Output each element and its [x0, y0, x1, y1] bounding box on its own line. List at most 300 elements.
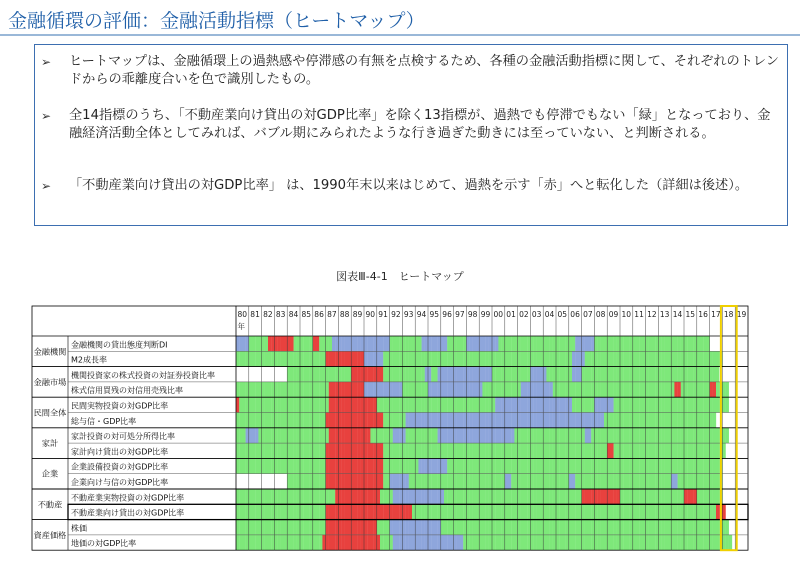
- heatmap-cell: [409, 535, 412, 550]
- heatmap-cell: [348, 504, 351, 519]
- heatmap-cell: [319, 520, 322, 535]
- heatmap-cell: [716, 474, 719, 489]
- heatmap-cell: [700, 397, 703, 412]
- heatmap-cell: [646, 474, 649, 489]
- heatmap-cell: [284, 535, 287, 550]
- heatmap-cell: [703, 397, 706, 412]
- heatmap-cell: [460, 474, 463, 489]
- heatmap-cell: [252, 336, 255, 351]
- heatmap-cell: [412, 474, 415, 489]
- heatmap-cell: [665, 443, 668, 458]
- heatmap-cell: [294, 458, 297, 473]
- heatmap-cell: [450, 535, 453, 550]
- heatmap-cell: [662, 336, 665, 351]
- heatmap-cell: [502, 382, 505, 397]
- group-label: 金融機関: [33, 346, 67, 357]
- heatmap-cell: [367, 428, 370, 443]
- heatmap-cell: [249, 336, 252, 351]
- heatmap-cell: [386, 520, 389, 535]
- heatmap-cell: [559, 336, 562, 351]
- group-label: 企業: [41, 468, 59, 479]
- heatmap-cell: [559, 413, 562, 428]
- heatmap-cell: [665, 351, 668, 366]
- heatmap-cell: [242, 535, 245, 550]
- heatmap-cell: [358, 428, 361, 443]
- heatmap-cell: [332, 382, 335, 397]
- heatmap-cell: [674, 428, 677, 443]
- heatmap-cell: [610, 535, 613, 550]
- heatmap-cell: [383, 443, 386, 458]
- heatmap-cell: [265, 351, 268, 366]
- heatmap-cell: [521, 397, 524, 412]
- heatmap-cell: [662, 413, 665, 428]
- heatmap-cell: [678, 382, 681, 397]
- heatmap-cell: [290, 382, 293, 397]
- heatmap-cell: [345, 382, 348, 397]
- heatmap-cell: [383, 351, 386, 366]
- heatmap-cell: [489, 428, 492, 443]
- heatmap-cell: [262, 351, 265, 366]
- heatmap-cell: [639, 351, 642, 366]
- heatmap-cell: [671, 397, 674, 412]
- heatmap-cell: [306, 428, 309, 443]
- heatmap-cell: [642, 474, 645, 489]
- heatmap-cell: [390, 520, 393, 535]
- heatmap-cell: [406, 489, 409, 504]
- heatmap-cell: [326, 520, 329, 535]
- heatmap-cell: [668, 351, 671, 366]
- heatmap-cell: [412, 413, 415, 428]
- heatmap-cell: [518, 397, 521, 412]
- heatmap-cell: [639, 397, 642, 412]
- heatmap-cell: [713, 443, 716, 458]
- heatmap-cell: [630, 535, 633, 550]
- heatmap-cell: [367, 336, 370, 351]
- heatmap-cell: [630, 520, 633, 535]
- heatmap-cell: [386, 397, 389, 412]
- heatmap-cell: [303, 382, 306, 397]
- heatmap-cell: [537, 397, 540, 412]
- heatmap-cell: [687, 382, 690, 397]
- heatmap-cell: [518, 351, 521, 366]
- heatmap-cell: [697, 520, 700, 535]
- heatmap-cell: [678, 474, 681, 489]
- heatmap-cell: [412, 504, 415, 519]
- heatmap-cell: [335, 351, 338, 366]
- heatmap-cell: [258, 336, 261, 351]
- heatmap-cell: [694, 474, 697, 489]
- year-tick-label: 94: [416, 310, 427, 319]
- heatmap-cell: [566, 397, 569, 412]
- heatmap-cell: [482, 336, 485, 351]
- heatmap-cell: [303, 413, 306, 428]
- heatmap-cell: [572, 458, 575, 473]
- heatmap-cell: [319, 367, 322, 382]
- heatmap-cell: [281, 367, 284, 382]
- heatmap-cell: [438, 336, 441, 351]
- heatmap-cell: [268, 397, 271, 412]
- heatmap-cell: [655, 520, 658, 535]
- heatmap-cell: [409, 504, 412, 519]
- heatmap-cell: [434, 443, 437, 458]
- heatmap-cell: [626, 413, 629, 428]
- heatmap-cell: [652, 336, 655, 351]
- heatmap-cell: [498, 428, 501, 443]
- heatmap-cell: [684, 367, 687, 382]
- heatmap-cell: [674, 474, 677, 489]
- heatmap-cell: [335, 336, 338, 351]
- heatmap-cell: [543, 474, 546, 489]
- heatmap-cell: [415, 504, 418, 519]
- heatmap-cell: [316, 351, 319, 366]
- heatmap-cell: [655, 351, 658, 366]
- heatmap-cell: [518, 367, 521, 382]
- heatmap-cell: [246, 351, 249, 366]
- heatmap-cell: [434, 535, 437, 550]
- heatmap-cell: [562, 520, 565, 535]
- group-label: 民間全体: [33, 407, 67, 418]
- heatmap-cell: [607, 382, 610, 397]
- year-tick-label: 80: [237, 310, 248, 319]
- heatmap-cell: [524, 535, 527, 550]
- heatmap-cell: [306, 535, 309, 550]
- year-tick-label: 81: [250, 310, 260, 319]
- heatmap-cell: [370, 520, 373, 535]
- heatmap-cell: [294, 474, 297, 489]
- heatmap-cell: [265, 382, 268, 397]
- heatmap-cell: [614, 504, 617, 519]
- heatmap-cell: [438, 458, 441, 473]
- heatmap-cell: [697, 351, 700, 366]
- heatmap-cell: [466, 489, 469, 504]
- heatmap-cell: [620, 474, 623, 489]
- heatmap-cell: [623, 443, 626, 458]
- heatmap-cell: [428, 428, 431, 443]
- heatmap-cell: [508, 535, 511, 550]
- heatmap-cell: [310, 367, 313, 382]
- heatmap-cell: [364, 413, 367, 428]
- heatmap-cell: [537, 367, 540, 382]
- heatmap-cell: [594, 458, 597, 473]
- heatmap-cell: [482, 520, 485, 535]
- heatmap-cell: [626, 504, 629, 519]
- heatmap-cell: [607, 367, 610, 382]
- heatmap-cell: [441, 535, 444, 550]
- heatmap-cell: [687, 351, 690, 366]
- heatmap-cell: [358, 535, 361, 550]
- heatmap-cell: [406, 520, 409, 535]
- heatmap-cell: [623, 428, 626, 443]
- heatmap-cell: [540, 428, 543, 443]
- heatmap-cell: [508, 520, 511, 535]
- heatmap-cell: [639, 504, 642, 519]
- heatmap-cell: [655, 443, 658, 458]
- heatmap-cell: [358, 474, 361, 489]
- heatmap-cell: [457, 428, 460, 443]
- heatmap-cell: [262, 336, 265, 351]
- heatmap-cell: [242, 520, 245, 535]
- heatmap-cell: [649, 458, 652, 473]
- heatmap-cell: [268, 443, 271, 458]
- heatmap-cell: [706, 367, 709, 382]
- heatmap-cell: [684, 443, 687, 458]
- heatmap-cell: [297, 458, 300, 473]
- heatmap-cell: [713, 458, 716, 473]
- year-tick-label: 82: [263, 310, 273, 319]
- heatmap-cell: [345, 443, 348, 458]
- heatmap-cell: [642, 413, 645, 428]
- heatmap-cell: [646, 351, 649, 366]
- heatmap-cell: [591, 336, 594, 351]
- heatmap-cell: [287, 397, 290, 412]
- heatmap-cell: [710, 443, 713, 458]
- heatmap-cell: [425, 520, 428, 535]
- heatmap-cell: [559, 397, 562, 412]
- heatmap-cell: [505, 489, 508, 504]
- heatmap-cell: [476, 336, 479, 351]
- heatmap-cell: [383, 397, 386, 412]
- heatmap-cell: [431, 351, 434, 366]
- heatmap-cell: [457, 351, 460, 366]
- heatmap-cell: [322, 458, 325, 473]
- heatmap-cell: [623, 520, 626, 535]
- heatmap-cell: [278, 504, 281, 519]
- heatmap-cell: [409, 382, 412, 397]
- heatmap-cell: [399, 382, 402, 397]
- heatmap-cell: [521, 428, 524, 443]
- heatmap-cell: [463, 382, 466, 397]
- heatmap-cell: [697, 413, 700, 428]
- heatmap-cell: [639, 428, 642, 443]
- heatmap-cell: [630, 367, 633, 382]
- heatmap-cell: [425, 413, 428, 428]
- heatmap-cell: [258, 367, 261, 382]
- heatmap-cell: [268, 520, 271, 535]
- heatmap-cell: [489, 336, 492, 351]
- heatmap-cell: [265, 458, 268, 473]
- bullet-arrow-icon: ➢: [41, 109, 52, 123]
- heatmap-cell: [668, 367, 671, 382]
- heatmap-cell: [502, 504, 505, 519]
- heatmap-cell: [274, 443, 277, 458]
- heatmap-cell: [521, 458, 524, 473]
- heatmap-cell: [623, 382, 626, 397]
- heatmap-cell: [444, 458, 447, 473]
- heatmap-cell: [412, 428, 415, 443]
- heatmap-cell: [466, 382, 469, 397]
- heatmap-cell: [319, 382, 322, 397]
- heatmap-cell: [447, 413, 450, 428]
- heatmap-cell: [322, 520, 325, 535]
- heatmap-cell: [444, 397, 447, 412]
- heatmap-cell: [329, 367, 332, 382]
- heatmap-cell: [546, 397, 549, 412]
- heatmap-cell: [646, 520, 649, 535]
- heatmap-cell: [498, 520, 501, 535]
- heatmap-cell: [338, 520, 341, 535]
- heatmap-cell: [655, 474, 658, 489]
- heatmap-cell: [284, 520, 287, 535]
- heatmap-cell: [290, 443, 293, 458]
- heatmap-cell: [383, 458, 386, 473]
- heatmap-cell: [633, 458, 636, 473]
- heatmap-cell: [662, 428, 665, 443]
- heatmap-cell: [268, 428, 271, 443]
- heatmap-cell: [588, 336, 591, 351]
- heatmap-cell: [265, 520, 268, 535]
- heatmap-cell: [342, 458, 345, 473]
- heatmap-cell: [268, 336, 271, 351]
- heatmap-cell: [271, 504, 274, 519]
- heatmap-cell: [703, 413, 706, 428]
- heatmap-cell: [476, 474, 479, 489]
- heatmap-cell: [505, 474, 508, 489]
- heatmap-cell: [447, 474, 450, 489]
- heatmap-cell: [489, 443, 492, 458]
- heatmap-cell: [690, 504, 693, 519]
- heatmap-cell: [326, 413, 329, 428]
- heatmap-cell: [530, 351, 533, 366]
- year-tick-label: 83: [275, 310, 286, 319]
- heatmap-cell: [591, 397, 594, 412]
- heatmap-cell: [386, 413, 389, 428]
- heatmap-cell: [524, 351, 527, 366]
- heatmap-cell: [550, 443, 553, 458]
- heatmap-cell: [454, 520, 457, 535]
- heatmap-cell: [239, 504, 242, 519]
- heatmap-cell: [271, 474, 274, 489]
- heatmap-cell: [492, 474, 495, 489]
- heatmap-cell: [438, 535, 441, 550]
- heatmap-cell: [706, 443, 709, 458]
- heatmap-cell: [726, 382, 729, 397]
- heatmap-cell: [406, 474, 409, 489]
- heatmap-cell: [415, 367, 418, 382]
- heatmap-cell: [479, 474, 482, 489]
- heatmap-cell: [463, 474, 466, 489]
- heatmap-cell: [534, 474, 537, 489]
- heatmap-cell: [409, 458, 412, 473]
- heatmap-cell: [313, 336, 316, 351]
- heatmap-cell: [514, 474, 517, 489]
- heatmap-cell: [495, 504, 498, 519]
- heatmap-cell: [351, 458, 354, 473]
- heatmap-cell: [655, 382, 658, 397]
- heatmap-cell: [642, 397, 645, 412]
- heatmap-cell: [604, 413, 607, 428]
- heatmap-cell: [428, 367, 431, 382]
- heatmap-cell: [713, 489, 716, 504]
- heatmap-cell: [418, 413, 421, 428]
- heatmap-cell: [514, 397, 517, 412]
- heatmap-cell: [329, 489, 332, 504]
- heatmap-cell: [687, 535, 690, 550]
- heatmap-cell: [562, 397, 565, 412]
- heatmap-cell: [540, 351, 543, 366]
- heatmap-cell: [303, 489, 306, 504]
- heatmap-cell: [367, 367, 370, 382]
- heatmap-cell: [620, 351, 623, 366]
- heatmap-cell: [380, 489, 383, 504]
- heatmap-cell: [700, 382, 703, 397]
- heatmap-cell: [377, 428, 380, 443]
- heatmap-cell: [626, 351, 629, 366]
- heatmap-cell: [486, 397, 489, 412]
- heatmap-cell: [470, 428, 473, 443]
- year-tick-label: 86: [314, 310, 324, 319]
- heatmap-cell: [338, 535, 341, 550]
- heatmap-cell: [610, 336, 613, 351]
- heatmap-cell: [524, 413, 527, 428]
- heatmap-cell: [294, 382, 297, 397]
- heatmap-cell: [466, 336, 469, 351]
- heatmap-cell: [297, 443, 300, 458]
- heatmap-cell: [482, 458, 485, 473]
- year-tick-label: 08: [595, 310, 606, 319]
- heatmap-cell: [508, 474, 511, 489]
- heatmap-cell: [486, 474, 489, 489]
- heatmap-cell: [662, 351, 665, 366]
- year-tick-label: 96: [442, 310, 452, 319]
- heatmap-cell: [559, 351, 562, 366]
- heatmap-cell: [626, 397, 629, 412]
- heatmap-cell: [610, 351, 613, 366]
- heatmap-cell: [409, 489, 412, 504]
- heatmap-cell: [492, 535, 495, 550]
- heatmap-cell: [527, 336, 530, 351]
- heatmap-cell: [265, 336, 268, 351]
- heatmap-cell: [585, 474, 588, 489]
- heatmap-cell: [281, 535, 284, 550]
- heatmap-cell: [412, 336, 415, 351]
- heatmap-cell: [700, 489, 703, 504]
- heatmap-cell: [527, 443, 530, 458]
- heatmap-cell: [671, 535, 674, 550]
- heatmap-cell: [374, 443, 377, 458]
- heatmap-cell: [598, 474, 601, 489]
- heatmap-cell: [242, 336, 245, 351]
- heatmap-cell: [313, 443, 316, 458]
- heatmap-cell: [361, 351, 364, 366]
- heatmap-cell: [630, 474, 633, 489]
- heatmap-cell: [486, 351, 489, 366]
- heatmap-cell: [335, 489, 338, 504]
- heatmap-cell: [543, 367, 546, 382]
- heatmap-cell: [354, 474, 357, 489]
- heatmap-cell: [329, 382, 332, 397]
- heatmap-cell: [358, 520, 361, 535]
- heatmap-cell: [540, 535, 543, 550]
- heatmap-cell: [694, 336, 697, 351]
- heatmap-cell: [342, 351, 345, 366]
- heatmap-cell: [598, 443, 601, 458]
- heatmap-cell: [559, 520, 562, 535]
- heatmap-cell: [546, 428, 549, 443]
- heatmap-cell: [252, 443, 255, 458]
- heatmap-cell: [428, 336, 431, 351]
- heatmap-cell: [466, 458, 469, 473]
- heatmap-cell: [578, 428, 581, 443]
- heatmap-cell: [537, 336, 540, 351]
- heatmap-cell: [252, 535, 255, 550]
- heatmap-cell: [530, 443, 533, 458]
- heatmap-cell: [505, 351, 508, 366]
- heatmap-cell: [418, 520, 421, 535]
- heatmap-cell: [316, 458, 319, 473]
- heatmap-cell: [550, 382, 553, 397]
- heatmap-cell: [694, 351, 697, 366]
- heatmap-cell: [553, 489, 556, 504]
